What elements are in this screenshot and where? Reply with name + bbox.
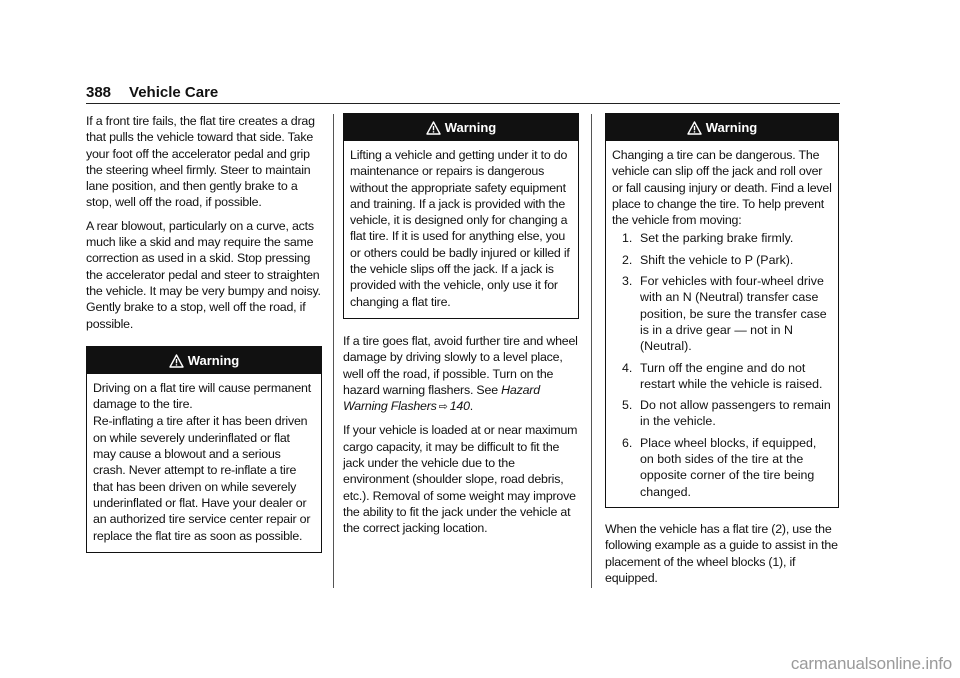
- step-number: 5.: [622, 398, 633, 413]
- list-item: [612, 252, 832, 268]
- step-number: 1.: [622, 231, 633, 246]
- warning-triangle-icon: [169, 350, 184, 377]
- column-2: [343, 113, 579, 544]
- step-text: Turn off the engine and do not restart while the vehicle is raised.: [640, 360, 823, 391]
- list-item: [612, 397, 832, 430]
- header-rule: [86, 103, 840, 104]
- warning-box: [86, 346, 322, 553]
- warning-header: [87, 347, 321, 374]
- warning-body: [344, 141, 578, 318]
- warning-triangle-icon: [426, 117, 441, 144]
- step-number: 3.: [622, 274, 633, 289]
- paragraph: A rear blowout, particularly on a curve, acts much like a skid and may require the same correction as used in a skid. Stop pressing the accelerator pedal and steer to straighten the vehicle. It may be very bumpy and noisy. Gently brake to a stop, well off the road, if possible.: [86, 218, 321, 331]
- column-divider: [591, 114, 592, 588]
- warning-body: [87, 374, 321, 552]
- warning-text: Re-inflating a tire after it has been driven on while severely underinflated or flat may cause a blowout and a serious crash. Never attempt to re-inflate a tire that has been driven on while severely underinflated or flat. Have your dealer or an authorized tire service center repair or replace the flat tire as soon as possible.: [93, 414, 311, 543]
- list-item: [612, 360, 832, 393]
- page-reference-number[interactable]: 140: [449, 399, 470, 414]
- warning-triangle-icon: [687, 117, 702, 144]
- step-text: Do not allow passengers to remain in the vehicle.: [640, 398, 831, 429]
- page-number: 388: [86, 84, 112, 101]
- step-text: Shift the vehicle to P (Park).: [640, 252, 794, 267]
- warning-box: [605, 113, 839, 508]
- list-item: [612, 435, 832, 500]
- paragraph-text: If a tire goes flat, avoid further tire and wheel damage by driving slowly to a level place, well off the road, if possible. Turn on the hazard warning flashers. See: [343, 333, 578, 397]
- list-item: [612, 273, 832, 354]
- warning-header: [606, 114, 838, 141]
- paragraph: If your vehicle is loaded at or near maximum cargo capacity, it may be difficult to fit the jack under the vehicle due to the environment (shoulder slope, road debris, etc.). Removal of some weight may improve the ability to fit the jack under the vehicle at the correct jacking location.: [343, 423, 578, 536]
- paragraph: If a front tire fails, the flat tire creates a drag that pulls the vehicle toward that side. Take your foot off the accelerator pedal and grip the steering wheel firmly. Steer to maintain lane position, and then gently brake to a stop, well off the road, if possible.: [86, 114, 315, 210]
- paragraph: [343, 333, 579, 415]
- step-number: 4.: [622, 360, 633, 375]
- warning-title: Warning: [444, 120, 497, 135]
- step-number: 6.: [622, 435, 633, 450]
- warning-text: Lifting a vehicle and getting under it to do maintenance or repairs is dangerous without the appropriate safety equipment and training. If a jack is provided with the vehicle, it is designed only for changing a flat tire. If it is used for anything else, you or others could be badly injured or killed if the vehicle slips off the jack. If a jack is provided with the vehicle, only use it for changing a flat tire.: [350, 148, 570, 309]
- column-1: [86, 113, 322, 563]
- page-reference-icon: ⇨: [438, 401, 448, 414]
- step-list: [612, 230, 832, 499]
- hazard-warning-flashers-link[interactable]: Hazard Warning Flashers: [343, 382, 540, 414]
- warning-text: Driving on a flat tire will cause permanent damage to the tire.: [93, 380, 311, 412]
- section-title: Vehicle Care: [129, 84, 219, 101]
- warning-body: [606, 141, 838, 507]
- column-divider: [333, 114, 334, 588]
- page-header: [86, 84, 218, 101]
- warning-title: Warning: [705, 120, 758, 135]
- list-item: [612, 230, 832, 246]
- paragraph-text: .: [469, 399, 474, 414]
- column-3: [605, 113, 839, 593]
- step-number: 2.: [622, 252, 633, 267]
- step-text: For vehicles with four-wheel drive with an N (Neutral) transfer case position, be sure the transfer case is in a drive gear — not in N (Neutral).: [640, 274, 827, 354]
- watermark: carmanualsonline.info: [790, 654, 952, 673]
- paragraph: When the vehicle has a flat tire (2), use the following example as a guide to assist in the placement of the wheel blocks (1), if equipped.: [605, 521, 838, 585]
- warning-header: [344, 114, 578, 141]
- warning-title: Warning: [187, 352, 240, 368]
- step-text: Place wheel blocks, if equipped, on both sides of the tire at the opposite corner of the tire being changed.: [640, 435, 817, 499]
- warning-text: Changing a tire can be dangerous. The vehicle can slip off the jack and roll over or fall causing injury or death. Find a level place to change the tire. To help prevent the vehicle from moving:: [612, 148, 832, 228]
- step-text: Set the parking brake firmly.: [640, 231, 794, 246]
- warning-box: [343, 113, 579, 319]
